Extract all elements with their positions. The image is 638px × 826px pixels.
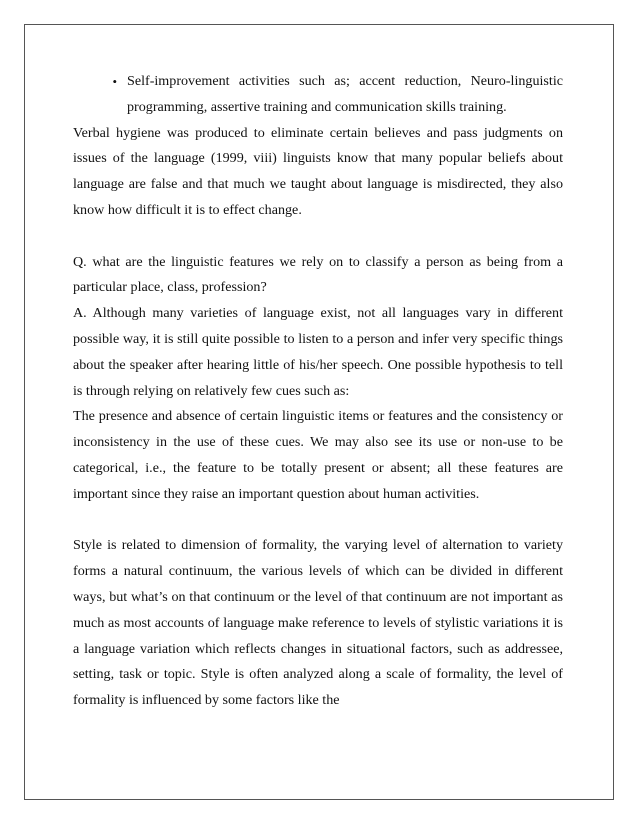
bullet-item xyxy=(73,69,563,121)
bullet-icon: • xyxy=(112,74,117,89)
paragraph-presence-absence: The presence and absence of certain linguistic items or features and the consistency or inconsistency in the use of these cues. We may also see its use or non-use to be categorical, i.e., the feature to be totally present or absent; all these features are important since they raise an important question about human activities. xyxy=(73,408,563,502)
paragraph-spacer xyxy=(73,224,563,250)
question-paragraph: Q. what are the linguistic features we rely on to classify a person as being from a particular place, class, profession? xyxy=(73,253,563,296)
bullet-text: Self-improvement activities such as; accent reduction, Neuro-linguistic programming, assertive training and communication skills training. xyxy=(127,73,563,115)
paragraph-style-formality: Style is related to dimension of formality, the varying level of alternation to variety forms a natural continuum, the various levels of which can be divided in different ways, but what’s on that continuum or the level of that continuum are not important as much as most accounts of language make reference to levels of stylistic variations it is a language variation which reflects changes in situational factors, such as addressee, setting, task or topic. Style is often analyzed along a scale of formality, the level of formality is influenced by some factors like the xyxy=(73,537,563,709)
answer-paragraph: A. Although many varieties of language exist, not all languages vary in different possible way, it is still quite possible to listen to a person and infer very specific things about the speaker after hearing little of his/her speech. One possible hypothesis to tell is through relying on relatively few cues such as: xyxy=(73,305,563,399)
document-body xyxy=(73,69,563,714)
paragraph-spacer xyxy=(73,508,563,534)
paragraph-verbal-hygiene: Verbal hygiene was produced to eliminate certain believes and pass judgments on issues of the language (1999, viii) linguists know that many popular beliefs about language are false and that much we taught about language is misdirected, they also know how difficult it is to effect change. xyxy=(73,124,563,218)
